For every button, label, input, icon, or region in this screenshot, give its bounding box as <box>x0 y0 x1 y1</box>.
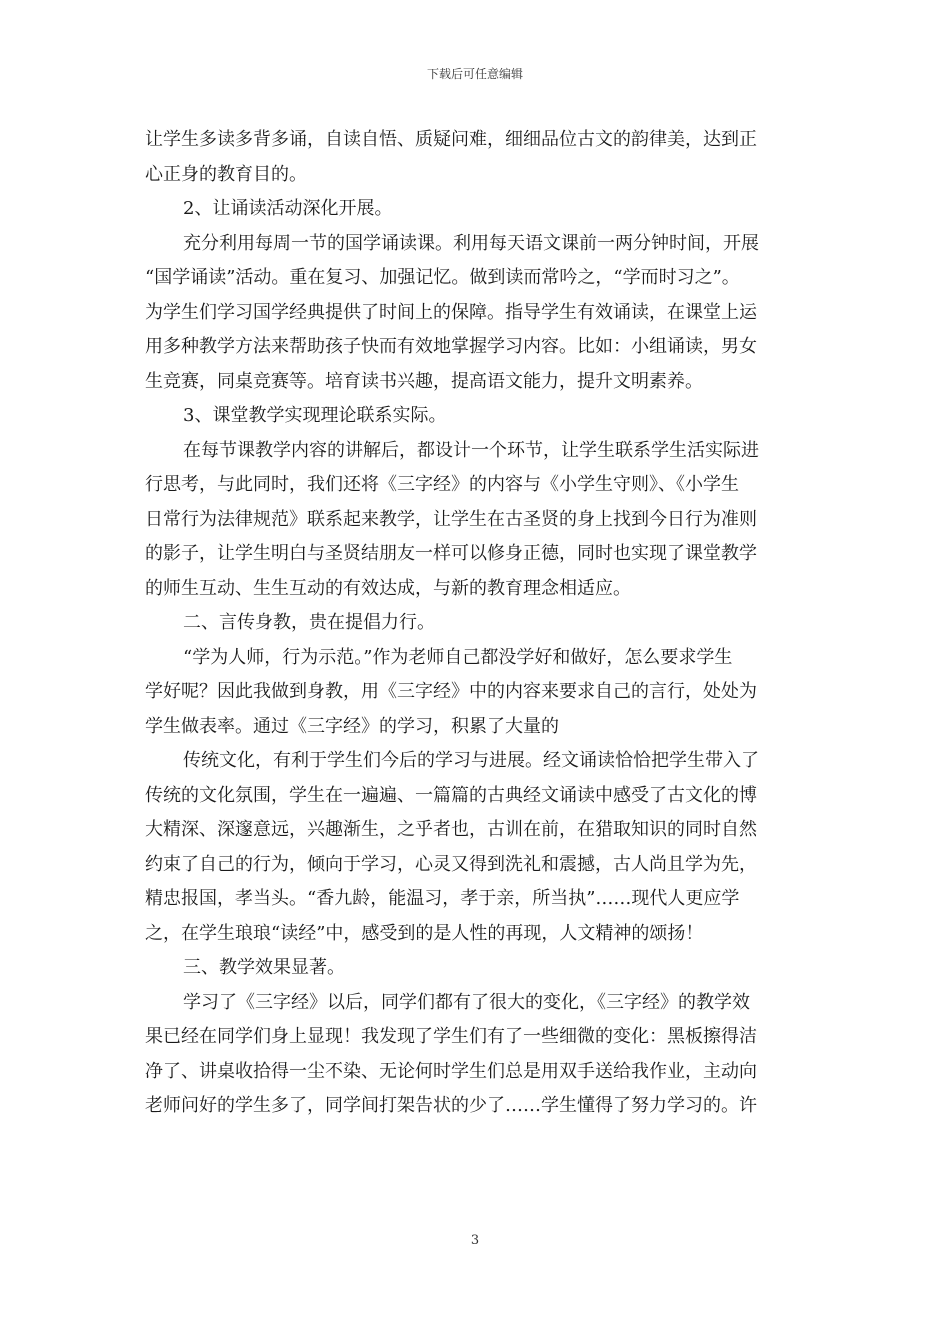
text-line: 二、言传身教，贵在提倡力行。 <box>183 612 435 633</box>
text-line: 生竞赛，同桌竞赛等。培育读书兴趣，提高语文能力，提升文明素养。 <box>145 370 703 392</box>
text-line: 充分利用每周一节的国学诵读课。利用每天语文课前一两分钟时间，开展 <box>183 232 759 254</box>
text-line: 2、让诵读活动深化开展。 <box>183 198 393 219</box>
text-line: 的师生互动、生生互动的有效达成，与新的教育理念相适应。 <box>145 577 631 599</box>
text-line: 净了、讲桌收拾得一尘不染、无论何时学生们总是用双手送给我作业，主动向 <box>145 1060 757 1082</box>
text-line: 之，在学生琅琅“读经”中，感受到的是人性的再现，人文精神的颂扬！ <box>145 922 704 944</box>
text-line: 大精深、深邃意远，兴趣渐生，之乎者也，古训在前，在猎取知识的同时自然 <box>145 819 757 840</box>
text-line: 三、教学效果显著。 <box>183 957 345 978</box>
text-line: 在每节课教学内容的讲解后，都设计一个环节，让学生联系学生活实际进 <box>183 439 759 461</box>
text-line: 3、课堂教学实现理论联系实际。 <box>183 405 447 426</box>
text-line: 传统文化，有利于学生们今后的学习与进展。经文诵读恰恰把学生带入了 <box>183 750 759 771</box>
text-line: 日常行为法律规范》联系起来教学，让学生在古圣贤的身上找到今日行为准则 <box>145 508 757 530</box>
text-line: 传统的文化氛围，学生在一遍遍、一篇篇的古典经文诵读中感受了古文化的博 <box>145 784 757 806</box>
text-line: 果已经在同学们身上显现！我发现了学生们有了一些细微的变化：黑板擦得洁 <box>145 1026 757 1047</box>
page-number: 3 <box>470 1233 480 1248</box>
text-line: 的影子，让学生明白与圣贤结朋友一样可以修身正德，同时也实现了课堂教学 <box>145 543 757 564</box>
text-line: 让学生多读多背多诵，自读自悟、质疑问难，细细品位古文的韵律美，达到正 <box>145 129 757 150</box>
text-line: 老师问好的学生多了，同学间打架告状的少了……学生懂得了努力学习的。许 <box>145 1095 757 1116</box>
text-line: 用多种教学方法来帮助孩子快而有效地掌握学习内容。比如：小组诵读，男女 <box>145 336 757 357</box>
text-line: 行思考，与此同时，我们还将《三字经》的内容与《小学生守则》、《小学生 <box>145 474 739 495</box>
text-line: 学好呢？因此我做到身教，用《三字经》中的内容来要求自己的言行，处处为 <box>145 681 757 702</box>
text-line: 学生做表率。通过《三字经》的学习，积累了大量的 <box>145 715 559 737</box>
page-header: 下载后可任意编辑 <box>426 67 523 81</box>
text-line: 为学生们学习国学经典提供了时间上的保障。指导学生有效诵读，在课堂上运 <box>145 301 757 323</box>
text-line: 学习了《三字经》以后，同学们都有了很大的变化，《三字经》的教学效 <box>183 991 750 1013</box>
text-line: “国学诵读”活动。重在复习、加强记忆。做到读而常吟之，“学而时习之”。 <box>145 267 740 288</box>
text-line: 精忠报国，孝当头。“香九龄，能温习，孝于亲，所当执”……现代人更应学 <box>145 888 740 909</box>
text-line: “学为人师，行为示范。”作为老师自己都没学好和做好，怎么要求学生 <box>183 646 733 668</box>
document-body <box>145 123 810 1124</box>
text-line: 心正身的教育目的。 <box>145 163 307 185</box>
text-line: 约束了自己的行为，倾向于学习，心灵又得到洗礼和震撼，古人尚且学为先， <box>145 853 757 875</box>
